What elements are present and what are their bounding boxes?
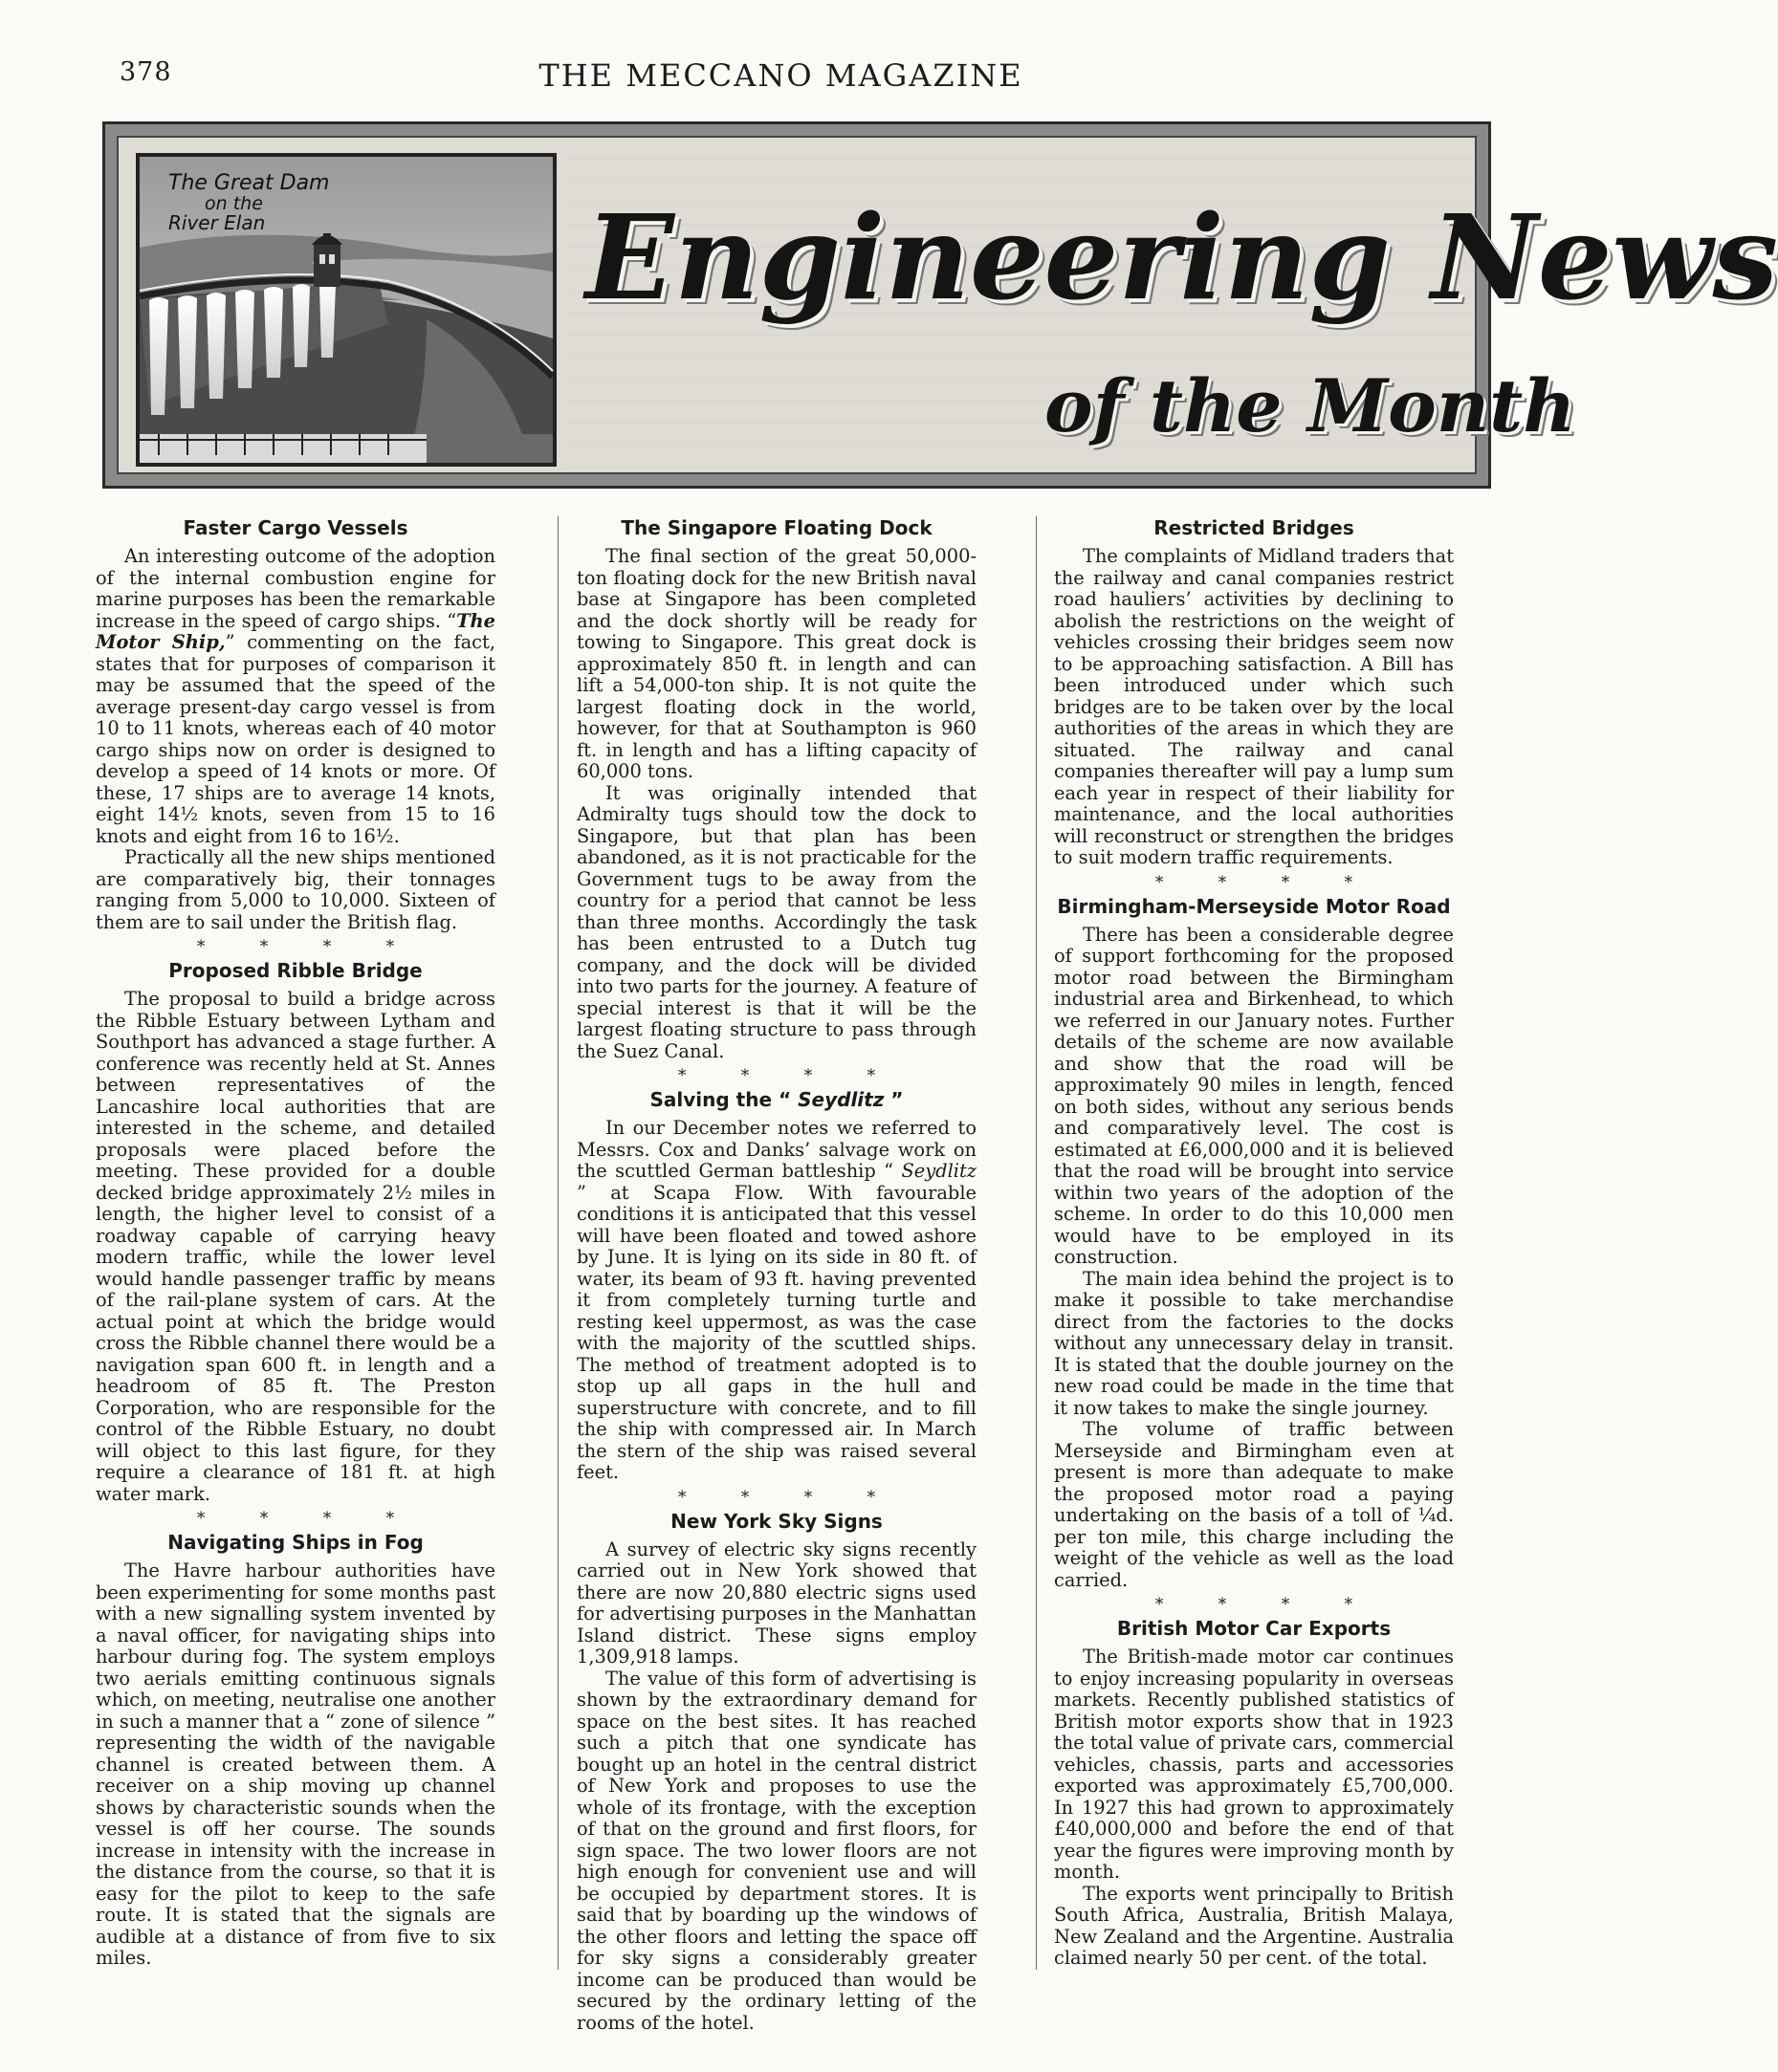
column-left xyxy=(96,516,495,1970)
article-new-york-sky-signs xyxy=(577,1510,977,2035)
article-heading: Salving the “ Seydlitz ” xyxy=(649,1088,904,1111)
article-paragraph: In our December notes we referred to Messrs. Cox and Danks’ salvage work on the scuttled German battleship “ Seydlitz ” at Scapa Flow. With favourable conditions it is anticipated that this vessel will have been floated and towed ashore by June. It is lying on its side in 80 ft. of water, its beam of 93 ft. having prevented it from completely turning turtle and resting keel uppermost, as was the case with the majority of the scuttled ships. The method of treatment adopted is to stop up all gaps in the hull and superstructure with concrete, and to fill the ship with compressed air. In March the stern of the ship was raised several feet. xyxy=(577,1117,977,1483)
column-rule xyxy=(558,516,559,1970)
section-separator: * * * * xyxy=(677,1066,901,1085)
article-proposed-ribble-bridge xyxy=(96,959,495,1505)
article-heading: Restricted Bridges xyxy=(1153,516,1354,539)
article-paragraph: Practically all the new ships mentioned are comparatively big, their tonnages ranging from 5,000 to 10,000. Sixteen of them are to sail under the British flag. xyxy=(96,846,495,933)
article-paragraph: There has been a considerable degree of support forthcoming for the proposed motor road between the Birmingham industrial area and Birkenhead, to which we referred in our January notes. Further details of the scheme are now available and show that the road will be approximately 90 miles in length, fenced on both sides, without any serious bends and comparatively level. The cost is estimated at £6,000,000 and it is believed that the road will be brought into service within two years of the adoption of the scheme. In order to do this 10,000 men would have to be employed in its construction. xyxy=(1054,923,1454,1268)
section-separator: * * * * xyxy=(1154,1595,1378,1614)
article-paragraph: The exports went principally to British South Africa, Australia, British Malaya, New Zealand and the Argentine. Australia claimed nearly 50 per cent. of the total. xyxy=(1054,1882,1454,1969)
publication-title: The Motor Ship, xyxy=(96,609,495,653)
article-heading: Birmingham-Merseyside Motor Road xyxy=(1057,894,1451,918)
title-banner xyxy=(102,121,1778,489)
article-paragraph: An interesting outcome of the adoption of the internal combustion engine for marine purposes has been the remarkable increase in the speed of cargo ships. “The Motor Ship,” commenting on the fact, states that for purposes of comparison it may be assumed that the speed of the average present-day cargo vessel is from 10 to 11 knots, whereas each of 40 motor cargo ships now on order is designed to develop a speed of 14 knots or more. Of these, 17 ships are to average 14 knots, eight 14½ knots, seven from 15 to 16 knots and eight from 16 to 16½. xyxy=(96,545,496,847)
article-paragraph: The volume of traffic between Merseyside and Birmingham even at present is more than adequate to make the proposed motor road a paying undertaking on the basis of a toll of ¼d. per ton mile, this charge including the weight of the vehicle as well as the load carried. xyxy=(1054,1418,1454,1591)
article-paragraph: It was originally intended that Admiralty tugs should tow the dock to Singapore, but that plan has been abandoned, as it is not practicable for the Government tugs to be away from the country for a period that cannot be less than three months. Accordingly the task has been entrusted to a Dutch tug company, and the dock will be divided into two parts for the journey. A feature of special interest is that it will be the largest floating structure to pass through the Suez Canal. xyxy=(577,781,977,1062)
article-heading: Faster Cargo Vessels xyxy=(183,516,408,539)
column-rule xyxy=(1036,516,1037,1970)
article-british-motor-car-exports xyxy=(1054,1617,1454,1970)
article-heading: Navigating Ships in Fog xyxy=(167,1531,424,1554)
article-birmingham-merseyside-motor-road xyxy=(1054,895,1454,1592)
article-paragraph: A survey of electric sky signs recently carried out in New York showed that there are now 20,880 electric signs used for advertising purposes in the Manhattan Island district. These signs employ 1,309,918 lamps. xyxy=(577,1538,977,1668)
section-separator: * * * * xyxy=(677,1487,901,1507)
section-separator: * * * * xyxy=(196,1509,420,1528)
article-restricted-bridges xyxy=(1054,516,1454,869)
article-heading: New York Sky Signs xyxy=(670,1509,883,1533)
page-number: 378 xyxy=(120,57,172,87)
article-singapore-floating-dock xyxy=(577,516,977,1062)
article-heading: The Singapore Floating Dock xyxy=(621,516,933,539)
article-navigating-ships-in-fog xyxy=(96,1531,495,1970)
photo-caption: The Great Dam on the River Elan xyxy=(168,171,330,234)
article-heading: British Motor Car Exports xyxy=(1116,1617,1392,1640)
banner-subtitle: of the Month xyxy=(1044,363,1576,448)
column-right xyxy=(1054,516,1454,1970)
article-paragraph: The main idea behind the project is to make it possible to take merchandise direct from the factories to the docks without any unnecessary delay in transit. It is stated that the double journey on the new road could be made in the time that it now takes to make the single journey. xyxy=(1054,1267,1454,1419)
section-separator: * * * * xyxy=(196,937,420,956)
article-salving-the-seydlitz xyxy=(577,1088,977,1484)
running-head: THE MECCANO MAGAZINE xyxy=(538,57,1023,94)
article-paragraph: The Havre harbour authorities have been experimenting for some months past with a new signalling system invented by a naval officer, for navigating ships into harbour during fog. The system employs two aerials emitting continuous signals which, on meeting, neutralise one another in such a manner that a “ zone of silence ” representing the width of the navigable channel is created between them. A receiver on a ship moving up channel shows by characteristic sounds when the vessel is off her course. The sounds increase in intensity with the increase in the distance from the course, so that it is easy for the pilot to keep to the safe route. It is stated that the signals are audible at a distance of from five to six miles. xyxy=(96,1559,495,1969)
article-paragraph: The proposal to build a bridge across the Ribble Estuary between Lytham and Southport has advanced a stage further. A conference was recently held at St. Annes between representatives of the Lancashire local authorities that are interested in the scheme, and detailed proposals were placed before the meeting. These provided for a double decked bridge approximately 2½ miles in length, the higher level to consist of a roadway capable of carrying heavy modern traffic, while the lower level would handle passenger traffic by means of the rail-plane system of cars. At the actual point at which the bridge would cross the Ribble channel there would be a navigation span 600 ft. in length and a headroom of 85 ft. The Preston Corporation, who are responsible for the control of the Ribble Estuary, no doubt will object to this last figure, for they require a clearance of 181 ft. at high water mark. xyxy=(96,988,495,1505)
banner-title: Engineering News xyxy=(585,188,1778,326)
ship-name: Seydlitz xyxy=(901,1160,977,1182)
article-paragraph: The complaints of Midland traders that the railway and canal companies restrict road hauliers’ activities by declining to abolish the restrictions on the weight of vehicles crossing their bridges seem now to be approaching satisfaction. A Bill has been introduced under which such bridges are to be taken over by the local authorities of the areas in which they are situated. The railway and canal companies thereafter will pay a lump sum each year in respect of their liability for maintenance, and the local authorities will reconstruct or strengthen the bridges to suit modern traffic requirements. xyxy=(1054,545,1454,868)
dam-illustration xyxy=(136,153,557,467)
article-paragraph: The value of this form of advertising is shown by the extraordinary demand for space on the best sites. It has reached such a pitch that one syndicate has bought up an hotel in the central district of New York and proposes to use the whole of its frontage, with the exception of that on the ground and first floors, for sign space. The two lower floors are not high enough for convenient use and will be occupied by department stores. It is said that by boarding up the windows of the other floors and letting the space off for sky signs a considerably greater income can be produced than would be secured by the ordinary letting of the rooms of the hotel. xyxy=(577,1667,977,2034)
article-faster-cargo-vessels xyxy=(96,516,495,933)
section-separator: * * * * xyxy=(1154,872,1378,892)
banner-panel xyxy=(117,136,1778,474)
article-paragraph: The British-made motor car continues to enjoy increasing popularity in overseas markets. Recently published statistics of British motor exports show that in 1923 the total value of private cars, commercial vehicles, chassis, parts and accessories exported was approximately £5,700,000. In 1927 this had grown to approximately £40,000,000 and before the end of that year the figures were improving month by month. xyxy=(1054,1646,1454,1883)
column-middle xyxy=(577,516,977,2034)
article-paragraph: The final section of the great 50,000-ton floating dock for the new British naval base at Singapore has been completed and the dock shortly will be ready for towing to Singapore. This great dock is approximately 850 ft. in length and can lift a 54,000-ton ship. It is not quite the largest floating dock in the world, however, for that at Southampton is 960 ft. in length and has a lifting capacity of 60,000 tons. xyxy=(577,545,977,782)
article-heading: Proposed Ribble Bridge xyxy=(168,959,423,982)
